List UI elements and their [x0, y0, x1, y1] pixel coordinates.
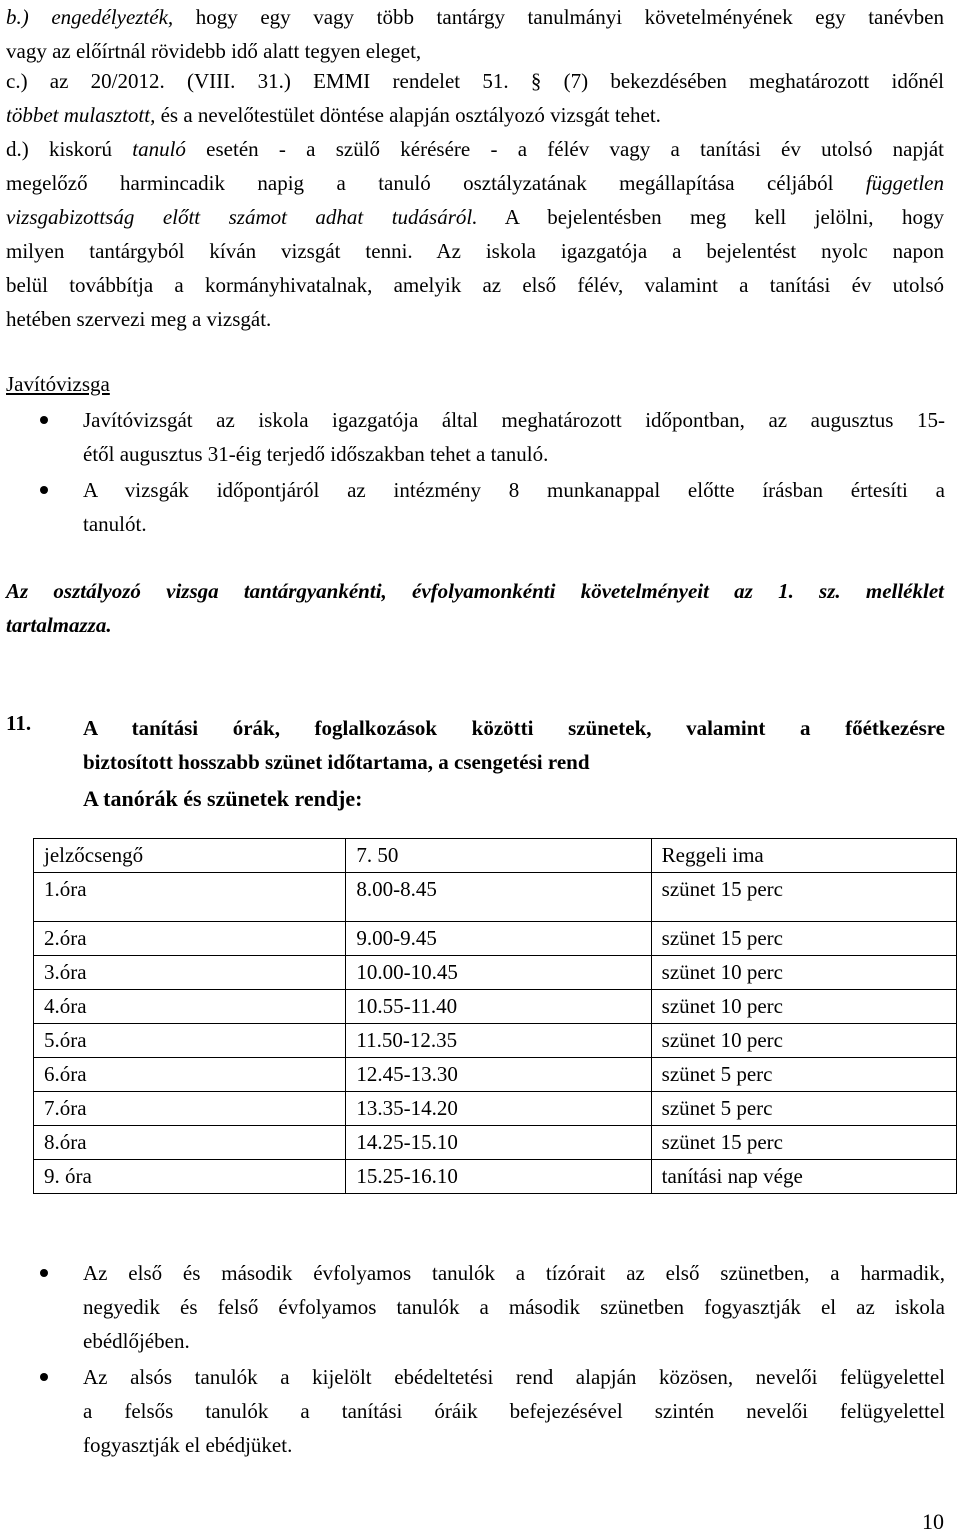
paragraph-d — [6, 132, 944, 336]
table-cell-time: 15.25-16.10 — [346, 1160, 651, 1194]
javitovizsga-bullet-2: A vizsgák időpontjáról az intézmény 8 munkanappal előtte írásban értesíti a tanulót. — [83, 478, 945, 536]
table-cell-label: 6.óra — [34, 1058, 346, 1092]
table-row — [34, 922, 957, 956]
table-cell-note: szünet 10 perc — [651, 956, 956, 990]
paragraph-b — [6, 0, 944, 68]
table-cell-note: szünet 10 perc — [651, 1024, 956, 1058]
table-row — [34, 839, 957, 873]
table-cell-label: jelzőcsengő — [34, 839, 346, 873]
paragraph-d-line2: megelőző harmincadik napig a tanuló osztályzatának megállapítása céljából független — [6, 171, 944, 195]
table-cell-time: 8.00-8.45 — [346, 873, 651, 922]
table-cell-label: 3.óra — [34, 956, 346, 990]
table-cell-time: 14.25-15.10 — [346, 1126, 651, 1160]
paragraph-c-line2: többet mulasztott, és a nevelőtestület döntése alapján osztályozó vizsgát tehet. — [6, 103, 661, 127]
table-cell-label: 9. óra — [34, 1160, 346, 1194]
paragraph-d-line3: vizsgabizottság előtt számot adhat tudásáról. A bejelentésben meg kell jelölni, hogy — [6, 205, 944, 229]
table-row — [34, 956, 957, 990]
bullet-icon — [40, 1269, 48, 1277]
table-cell-label: 8.óra — [34, 1126, 346, 1160]
bullet-icon — [40, 416, 48, 424]
javitovizsga-bullet-1: Javítóvizsgát az iskola igazgatója által meghatározott időpontban, az augusztus 15- étől augusztus 31-éig terjedő időszakban tehet a tanuló. — [83, 408, 945, 466]
table-row — [34, 873, 957, 922]
table-cell-label: 5.óra — [34, 1024, 346, 1058]
table-cell-time: 10.55-11.40 — [346, 990, 651, 1024]
table-cell-label: 7.óra — [34, 1092, 346, 1126]
table-cell-note: tanítási nap vége — [651, 1160, 956, 1194]
paragraph-d-line4: milyen tantárgyból kíván vizsgát tenni. Az iskola igazgatója a bejelentést nyolc napon — [6, 239, 944, 263]
table-cell-label: 2.óra — [34, 922, 346, 956]
table-cell-note: szünet 15 perc — [651, 873, 956, 922]
table-row — [34, 990, 957, 1024]
paragraph-b-line2: vagy az előírtnál rövidebb idő alatt tegyen eleget, — [6, 39, 422, 63]
paragraph-c — [6, 64, 944, 132]
table-cell-time: 12.45-13.30 — [346, 1058, 651, 1092]
osztalyozo-vizsga-note: Az osztályozó vizsga tantárgyankénti, évfolyamonkénti követelményeit az 1. sz. melléklet tartalmazza. — [6, 579, 944, 637]
section-title: A tanítási órák, foglalkozások közötti szünetek, valamint a főétkezésre biztosított hosszabb szünet időtartama, a csengetési rend — [83, 716, 945, 774]
paragraph-d-line1: d.) kiskorú tanuló esetén - a szülő kérésére - a félév vagy a tanítási év utolsó napját — [6, 137, 944, 161]
table-cell-note: Reggeli ima — [651, 839, 956, 873]
table-cell-note: szünet 10 perc — [651, 990, 956, 1024]
bullet-icon — [40, 1373, 48, 1381]
paragraph-c-line1: c.) az 20/2012. (VIII. 31.) EMMI rendelet 51. § (7) bekezdésében meghatározott időnél — [6, 69, 944, 93]
table-row — [34, 1126, 957, 1160]
table-cell-time: 9.00-9.45 — [346, 922, 651, 956]
schedule-subtitle: A tanórák és szünetek rendje: — [83, 786, 363, 811]
table-cell-note: szünet 5 perc — [651, 1092, 956, 1126]
table-cell-note: szünet 15 perc — [651, 922, 956, 956]
table-row — [34, 1024, 957, 1058]
table-row — [34, 1092, 957, 1126]
javitovizsga-heading: Javítóvizsga — [6, 372, 110, 396]
table-row — [34, 1160, 957, 1194]
paragraph-d-line5: belül továbbítja a kormányhivatalnak, amelyik az első félév, valamint a tanítási év utolsó — [6, 273, 944, 297]
table-cell-time: 11.50-12.35 — [346, 1024, 651, 1058]
table-row — [34, 1058, 957, 1092]
table-cell-note: szünet 15 perc — [651, 1126, 956, 1160]
table-cell-note: szünet 5 perc — [651, 1058, 956, 1092]
schedule-table-body — [34, 839, 957, 1194]
table-cell-time: 10.00-10.45 — [346, 956, 651, 990]
section-number: 11. — [6, 711, 32, 735]
table-cell-time: 13.35-14.20 — [346, 1092, 651, 1126]
lunch-bullet-2: Az alsós tanulók a kijelölt ebédeltetési rend alapján közösen, nevelői felügyelettel a felsős tanulók a tanítási óráik befejezésével szintén nevelői felügyelettel fogyasztják el ebédjüket. — [83, 1365, 945, 1457]
paragraph-b-line1: b.) engedélyezték, hogy egy vagy több tantárgy tanulmányi követelményének egy tanévben — [6, 5, 944, 29]
table-cell-label: 4.óra — [34, 990, 346, 1024]
page-number: 10 — [922, 1509, 944, 1534]
bullet-icon — [40, 486, 48, 494]
table-cell-label: 1.óra — [34, 873, 346, 922]
lunch-bullet-1: Az első és második évfolyamos tanulók a tízórait az első szünetben, a harmadik, negyedik és felső évfolyamos tanulók a második szünetben fogyasztják el az iskola ebédlőjében. — [83, 1261, 945, 1353]
schedule-table — [33, 838, 957, 1194]
table-cell-time: 7. 50 — [346, 839, 651, 873]
paragraph-d-line6: hetében szervezi meg a vizsgát. — [6, 307, 272, 331]
